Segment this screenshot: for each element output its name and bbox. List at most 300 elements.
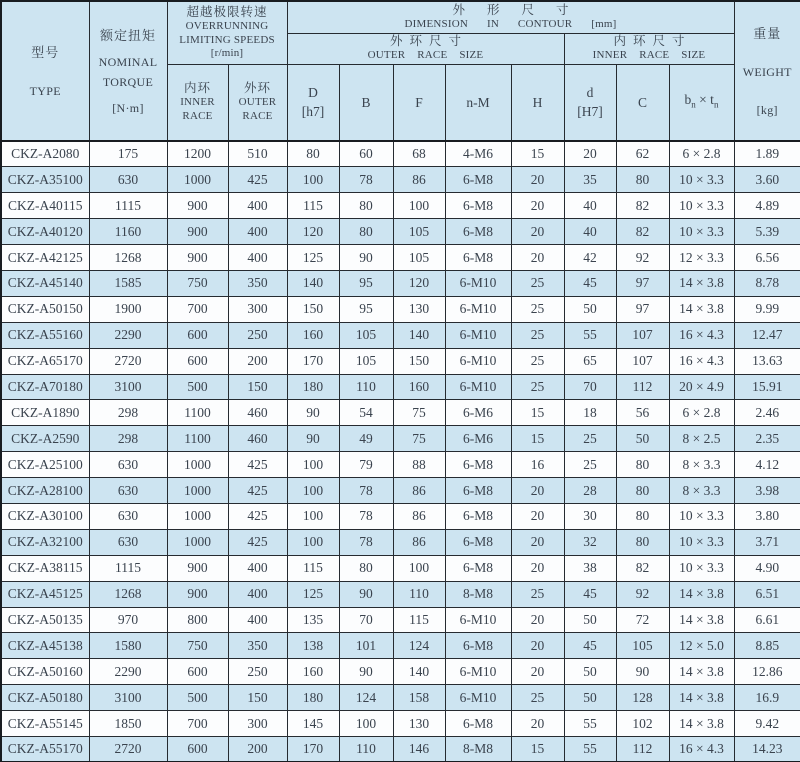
cell-speed-inner: 700 — [167, 711, 228, 737]
table-row — [1, 633, 800, 659]
cell-speed-inner: 1000 — [167, 478, 228, 504]
cell-torque: 1115 — [89, 193, 167, 219]
cell-B: 78 — [339, 529, 393, 555]
cell-bt: 14 × 3.8 — [669, 270, 734, 296]
header-speeds-zh: 超越极限转速 — [186, 5, 268, 19]
header-type — [1, 1, 89, 141]
cell-D: 100 — [287, 503, 339, 529]
cell-nM: 6-M8 — [445, 633, 511, 659]
table-row — [1, 374, 800, 400]
header-col-bt: $b_n \times t_n$ — [669, 64, 734, 141]
cell-torque: 1900 — [89, 296, 167, 322]
cell-H: 25 — [511, 270, 564, 296]
cell-speed-inner: 600 — [167, 322, 228, 348]
header-weight: 重量 WEIGHT [kg] — [734, 1, 800, 141]
cell-d: 50 — [564, 659, 616, 685]
cell-C: 80 — [616, 529, 669, 555]
cell-D: 170 — [287, 348, 339, 374]
cell-C: 112 — [616, 374, 669, 400]
cell-d: 45 — [564, 581, 616, 607]
cell-H: 20 — [511, 529, 564, 555]
cell-bt: 12 × 3.3 — [669, 245, 734, 271]
cell-B: 100 — [339, 711, 393, 737]
header-col-d: d [H7] — [564, 64, 616, 141]
cell-speed-outer: 400 — [228, 607, 287, 633]
cell-d: 45 — [564, 270, 616, 296]
cell-bt: 10 × 3.3 — [669, 167, 734, 193]
cell-speed-outer: 400 — [228, 555, 287, 581]
cell-type: CKZ-A70180 — [1, 374, 89, 400]
header-type-en: TYPE — [29, 83, 61, 98]
cell-d: 32 — [564, 529, 616, 555]
cell-nM: 6-M10 — [445, 322, 511, 348]
cell-bt: 16 × 4.3 — [669, 348, 734, 374]
cell-H: 20 — [511, 219, 564, 245]
cell-H: 20 — [511, 607, 564, 633]
cell-B: 101 — [339, 633, 393, 659]
cell-weight: 2.46 — [734, 400, 800, 426]
cell-H: 20 — [511, 245, 564, 271]
cell-bt: 10 × 3.3 — [669, 503, 734, 529]
cell-d: 55 — [564, 711, 616, 737]
cell-D: 115 — [287, 193, 339, 219]
cell-speed-inner: 1000 — [167, 503, 228, 529]
cell-type: CKZ-A42125 — [1, 245, 89, 271]
cell-F: 110 — [393, 581, 445, 607]
table-row — [1, 711, 800, 737]
table-row — [1, 270, 800, 296]
cell-F: 75 — [393, 426, 445, 452]
cell-F: 86 — [393, 478, 445, 504]
cell-F: 88 — [393, 452, 445, 478]
cell-speed-inner: 600 — [167, 659, 228, 685]
cell-D: 170 — [287, 736, 339, 762]
table-row — [1, 659, 800, 685]
cell-d: 45 — [564, 633, 616, 659]
cell-torque: 298 — [89, 426, 167, 452]
cell-bt: 14 × 3.8 — [669, 581, 734, 607]
spec-table-header — [1, 1, 800, 141]
cell-H: 15 — [511, 400, 564, 426]
cell-speed-outer: 400 — [228, 245, 287, 271]
cell-type: CKZ-A40120 — [1, 219, 89, 245]
cell-type: CKZ-A2080 — [1, 141, 89, 167]
cell-speed-inner: 1000 — [167, 529, 228, 555]
cell-bt: 10 × 3.3 — [669, 219, 734, 245]
cell-C: 112 — [616, 736, 669, 762]
table-row — [1, 685, 800, 711]
cell-B: 90 — [339, 581, 393, 607]
cell-nM: 6-M10 — [445, 348, 511, 374]
cell-speed-inner: 900 — [167, 555, 228, 581]
table-row — [1, 219, 800, 245]
cell-bt: 10 × 3.3 — [669, 529, 734, 555]
cell-F: 130 — [393, 711, 445, 737]
table-row — [1, 426, 800, 452]
cell-speed-inner: 1200 — [167, 141, 228, 167]
cell-type: CKZ-A35100 — [1, 167, 89, 193]
cell-speed-outer: 150 — [228, 685, 287, 711]
cell-speed-outer: 425 — [228, 167, 287, 193]
cell-B: 78 — [339, 503, 393, 529]
cell-d: 40 — [564, 193, 616, 219]
cell-C: 97 — [616, 296, 669, 322]
cell-C: 128 — [616, 685, 669, 711]
cell-C: 102 — [616, 711, 669, 737]
cell-torque: 2720 — [89, 348, 167, 374]
cell-C: 62 — [616, 141, 669, 167]
cell-H: 20 — [511, 478, 564, 504]
cell-weight: 3.71 — [734, 529, 800, 555]
cell-d: 40 — [564, 219, 616, 245]
cell-type: CKZ-A25100 — [1, 452, 89, 478]
cell-B: 95 — [339, 296, 393, 322]
cell-H: 20 — [511, 555, 564, 581]
cell-torque: 1268 — [89, 245, 167, 271]
cell-speed-inner: 900 — [167, 193, 228, 219]
cell-speed-outer: 200 — [228, 348, 287, 374]
cell-D: 115 — [287, 555, 339, 581]
cell-weight: 8.78 — [734, 270, 800, 296]
cell-F: 140 — [393, 659, 445, 685]
cell-H: 25 — [511, 581, 564, 607]
cell-d: 65 — [564, 348, 616, 374]
header-speeds: 超越极限转速 OVERRUNNING LIMITING SPEEDS [r/min] — [167, 1, 287, 64]
cell-B: 70 — [339, 607, 393, 633]
cell-F: 86 — [393, 167, 445, 193]
table-row — [1, 736, 800, 762]
cell-type: CKZ-A50150 — [1, 296, 89, 322]
cell-d: 50 — [564, 296, 616, 322]
cell-D: 135 — [287, 607, 339, 633]
cell-C: 80 — [616, 478, 669, 504]
cell-bt: 14 × 3.8 — [669, 711, 734, 737]
cell-torque: 2290 — [89, 659, 167, 685]
cell-nM: 6-M8 — [445, 529, 511, 555]
cell-bt: 14 × 3.8 — [669, 296, 734, 322]
cell-weight: 12.86 — [734, 659, 800, 685]
header-weight-unit: [kg] — [756, 102, 778, 117]
cell-nM: 6-M8 — [445, 219, 511, 245]
cell-weight: 13.63 — [734, 348, 800, 374]
cell-d: 25 — [564, 452, 616, 478]
cell-B: 90 — [339, 659, 393, 685]
header-dimension — [287, 1, 734, 33]
table-row — [1, 400, 800, 426]
cell-F: 105 — [393, 219, 445, 245]
cell-D: 90 — [287, 400, 339, 426]
cell-nM: 4-M6 — [445, 141, 511, 167]
header-torque-zh: 额定扭矩 — [99, 27, 156, 43]
cell-weight: 4.12 — [734, 452, 800, 478]
cell-speed-outer: 350 — [228, 633, 287, 659]
cell-B: 90 — [339, 245, 393, 271]
cell-B: 110 — [339, 374, 393, 400]
header-col-D: D [h7] — [287, 64, 339, 141]
cell-type: CKZ-A45125 — [1, 581, 89, 607]
cell-nM: 6-M6 — [445, 400, 511, 426]
cell-D: 80 — [287, 141, 339, 167]
cell-D: 145 — [287, 711, 339, 737]
cell-speed-outer: 250 — [228, 659, 287, 685]
cell-d: 55 — [564, 736, 616, 762]
cell-type: CKZ-A30100 — [1, 503, 89, 529]
cell-speed-outer: 400 — [228, 581, 287, 607]
cell-speed-outer: 150 — [228, 374, 287, 400]
cell-D: 160 — [287, 322, 339, 348]
cell-H: 25 — [511, 348, 564, 374]
cell-bt: 6 × 2.8 — [669, 141, 734, 167]
header-col-H: H — [511, 64, 564, 141]
header-dimension-unit: [mm] — [591, 18, 617, 30]
cell-speed-inner: 1000 — [167, 167, 228, 193]
cell-H: 25 — [511, 685, 564, 711]
cell-B: 95 — [339, 270, 393, 296]
cell-D: 100 — [287, 167, 339, 193]
cell-H: 20 — [511, 193, 564, 219]
cell-nM: 6-M10 — [445, 685, 511, 711]
cell-speed-outer: 425 — [228, 452, 287, 478]
cell-bt: 16 × 4.3 — [669, 736, 734, 762]
cell-B: 79 — [339, 452, 393, 478]
header-dimension-en: DIMENSION IN CONTOUR [mm] — [404, 18, 617, 30]
cell-nM: 6-M10 — [445, 607, 511, 633]
cell-B: 60 — [339, 141, 393, 167]
cell-torque: 2720 — [89, 736, 167, 762]
header-torque: 额定扭矩 NOMINAL TORQUE [N·m] — [89, 1, 167, 141]
cell-nM: 6-M10 — [445, 374, 511, 400]
cell-torque: 970 — [89, 607, 167, 633]
cell-d: 25 — [564, 426, 616, 452]
cell-torque: 1850 — [89, 711, 167, 737]
cell-torque: 3100 — [89, 374, 167, 400]
table-row — [1, 141, 800, 167]
cell-weight: 9.99 — [734, 296, 800, 322]
cell-speed-outer: 300 — [228, 296, 287, 322]
table-row — [1, 503, 800, 529]
cell-type: CKZ-A40115 — [1, 193, 89, 219]
cell-d: 70 — [564, 374, 616, 400]
cell-weight: 6.61 — [734, 607, 800, 633]
cell-D: 180 — [287, 685, 339, 711]
cell-F: 160 — [393, 374, 445, 400]
cell-speed-inner: 900 — [167, 219, 228, 245]
cell-bt: 8 × 2.5 — [669, 426, 734, 452]
cell-C: 92 — [616, 245, 669, 271]
header-speed-inner: 内环 INNER RACE — [167, 64, 228, 141]
cell-type: CKZ-A45140 — [1, 270, 89, 296]
cell-speed-inner: 800 — [167, 607, 228, 633]
table-row — [1, 581, 800, 607]
cell-D: 125 — [287, 581, 339, 607]
cell-speed-outer: 425 — [228, 503, 287, 529]
cell-H: 16 — [511, 452, 564, 478]
table-row — [1, 193, 800, 219]
header-col-B: B — [339, 64, 393, 141]
cell-weight: 6.56 — [734, 245, 800, 271]
cell-torque: 1585 — [89, 270, 167, 296]
cell-torque: 1115 — [89, 555, 167, 581]
cell-F: 75 — [393, 400, 445, 426]
cell-weight: 16.9 — [734, 685, 800, 711]
cell-speed-outer: 200 — [228, 736, 287, 762]
cell-weight: 4.89 — [734, 193, 800, 219]
table-row — [1, 348, 800, 374]
table-row — [1, 555, 800, 581]
cell-type: CKZ-A55145 — [1, 711, 89, 737]
cell-type: CKZ-A2590 — [1, 426, 89, 452]
cell-D: 120 — [287, 219, 339, 245]
cell-speed-outer: 350 — [228, 270, 287, 296]
cell-torque: 175 — [89, 141, 167, 167]
cell-speed-outer: 425 — [228, 478, 287, 504]
header-weight-zh: 重量 — [753, 25, 782, 41]
cell-C: 90 — [616, 659, 669, 685]
cell-B: 80 — [339, 555, 393, 581]
cell-weight: 3.60 — [734, 167, 800, 193]
cell-B: 105 — [339, 348, 393, 374]
cell-F: 100 — [393, 193, 445, 219]
cell-weight: 5.39 — [734, 219, 800, 245]
table-row — [1, 478, 800, 504]
cell-type: CKZ-A50160 — [1, 659, 89, 685]
cell-speed-outer: 300 — [228, 711, 287, 737]
cell-weight: 1.89 — [734, 141, 800, 167]
cell-nM: 6-M8 — [445, 452, 511, 478]
cell-H: 15 — [511, 426, 564, 452]
cell-torque: 630 — [89, 452, 167, 478]
cell-H: 20 — [511, 711, 564, 737]
cell-nM: 6-M8 — [445, 503, 511, 529]
cell-bt: 16 × 4.3 — [669, 322, 734, 348]
cell-torque: 2290 — [89, 322, 167, 348]
cell-H: 25 — [511, 296, 564, 322]
cell-weight: 4.90 — [734, 555, 800, 581]
cell-C: 56 — [616, 400, 669, 426]
cell-d: 28 — [564, 478, 616, 504]
cell-bt: 20 × 4.9 — [669, 374, 734, 400]
cell-torque: 630 — [89, 503, 167, 529]
cell-B: 49 — [339, 426, 393, 452]
cell-speed-inner: 600 — [167, 736, 228, 762]
cell-nM: 6-M10 — [445, 296, 511, 322]
cell-nM: 6-M8 — [445, 193, 511, 219]
cell-d: 20 — [564, 141, 616, 167]
cell-B: 54 — [339, 400, 393, 426]
spec-table-body — [1, 141, 800, 762]
cell-bt: 14 × 3.8 — [669, 685, 734, 711]
cell-weight: 12.47 — [734, 322, 800, 348]
cell-weight: 3.80 — [734, 503, 800, 529]
cell-weight: 15.91 — [734, 374, 800, 400]
cell-type: CKZ-A32100 — [1, 529, 89, 555]
cell-bt: 10 × 3.3 — [669, 193, 734, 219]
cell-speed-inner: 700 — [167, 296, 228, 322]
cell-speed-outer: 510 — [228, 141, 287, 167]
cell-torque: 630 — [89, 478, 167, 504]
cell-F: 100 — [393, 555, 445, 581]
cell-speed-outer: 460 — [228, 400, 287, 426]
cell-D: 150 — [287, 296, 339, 322]
cell-C: 80 — [616, 503, 669, 529]
cell-bt: 6 × 2.8 — [669, 400, 734, 426]
cell-torque: 630 — [89, 529, 167, 555]
cell-D: 100 — [287, 478, 339, 504]
cell-B: 124 — [339, 685, 393, 711]
cell-speed-outer: 460 — [228, 426, 287, 452]
cell-type: CKZ-A1890 — [1, 400, 89, 426]
cell-type: CKZ-A45138 — [1, 633, 89, 659]
cell-nM: 6-M8 — [445, 555, 511, 581]
cell-torque: 1160 — [89, 219, 167, 245]
cell-weight: 9.42 — [734, 711, 800, 737]
cell-nM: 8-M8 — [445, 581, 511, 607]
cell-F: 140 — [393, 322, 445, 348]
cell-C: 82 — [616, 193, 669, 219]
table-row — [1, 322, 800, 348]
cell-weight: 14.23 — [734, 736, 800, 762]
cell-D: 125 — [287, 245, 339, 271]
cell-bt: 14 × 3.8 — [669, 659, 734, 685]
cell-D: 100 — [287, 452, 339, 478]
cell-d: 38 — [564, 555, 616, 581]
cell-C: 97 — [616, 270, 669, 296]
cell-speed-inner: 750 — [167, 633, 228, 659]
cell-speed-inner: 1100 — [167, 426, 228, 452]
cell-D: 180 — [287, 374, 339, 400]
table-row — [1, 607, 800, 633]
cell-torque: 630 — [89, 167, 167, 193]
header-speeds-unit: [r/min] — [210, 47, 244, 59]
cell-D: 138 — [287, 633, 339, 659]
cell-speed-outer: 425 — [228, 529, 287, 555]
cell-F: 130 — [393, 296, 445, 322]
cell-speed-inner: 600 — [167, 348, 228, 374]
cell-bt: 10 × 3.3 — [669, 555, 734, 581]
cell-C: 72 — [616, 607, 669, 633]
cell-B: 78 — [339, 478, 393, 504]
cell-nM: 6-M10 — [445, 270, 511, 296]
cell-C: 92 — [616, 581, 669, 607]
cell-bt: 8 × 3.3 — [669, 452, 734, 478]
cell-type: CKZ-A38115 — [1, 555, 89, 581]
cell-B: 105 — [339, 322, 393, 348]
cell-weight: 2.35 — [734, 426, 800, 452]
cell-F: 115 — [393, 607, 445, 633]
cell-d: 35 — [564, 167, 616, 193]
cell-type: CKZ-A28100 — [1, 478, 89, 504]
header-type-zh: 型号 — [31, 44, 60, 60]
cell-nM: 6-M10 — [445, 659, 511, 685]
cell-speed-outer: 400 — [228, 219, 287, 245]
cell-d: 30 — [564, 503, 616, 529]
cell-nM: 6-M8 — [445, 478, 511, 504]
cell-C: 80 — [616, 452, 669, 478]
cell-D: 160 — [287, 659, 339, 685]
cell-F: 86 — [393, 503, 445, 529]
cell-F: 86 — [393, 529, 445, 555]
header-col-F: F — [393, 64, 445, 141]
cell-weight: 8.85 — [734, 633, 800, 659]
cell-speed-inner: 500 — [167, 374, 228, 400]
header-speed-outer: 外环 OUTER RACE — [228, 64, 287, 141]
cell-type: CKZ-A55170 — [1, 736, 89, 762]
cell-nM: 6-M8 — [445, 245, 511, 271]
cell-C: 82 — [616, 219, 669, 245]
cell-B: 80 — [339, 219, 393, 245]
cell-F: 105 — [393, 245, 445, 271]
cell-C: 50 — [616, 426, 669, 452]
